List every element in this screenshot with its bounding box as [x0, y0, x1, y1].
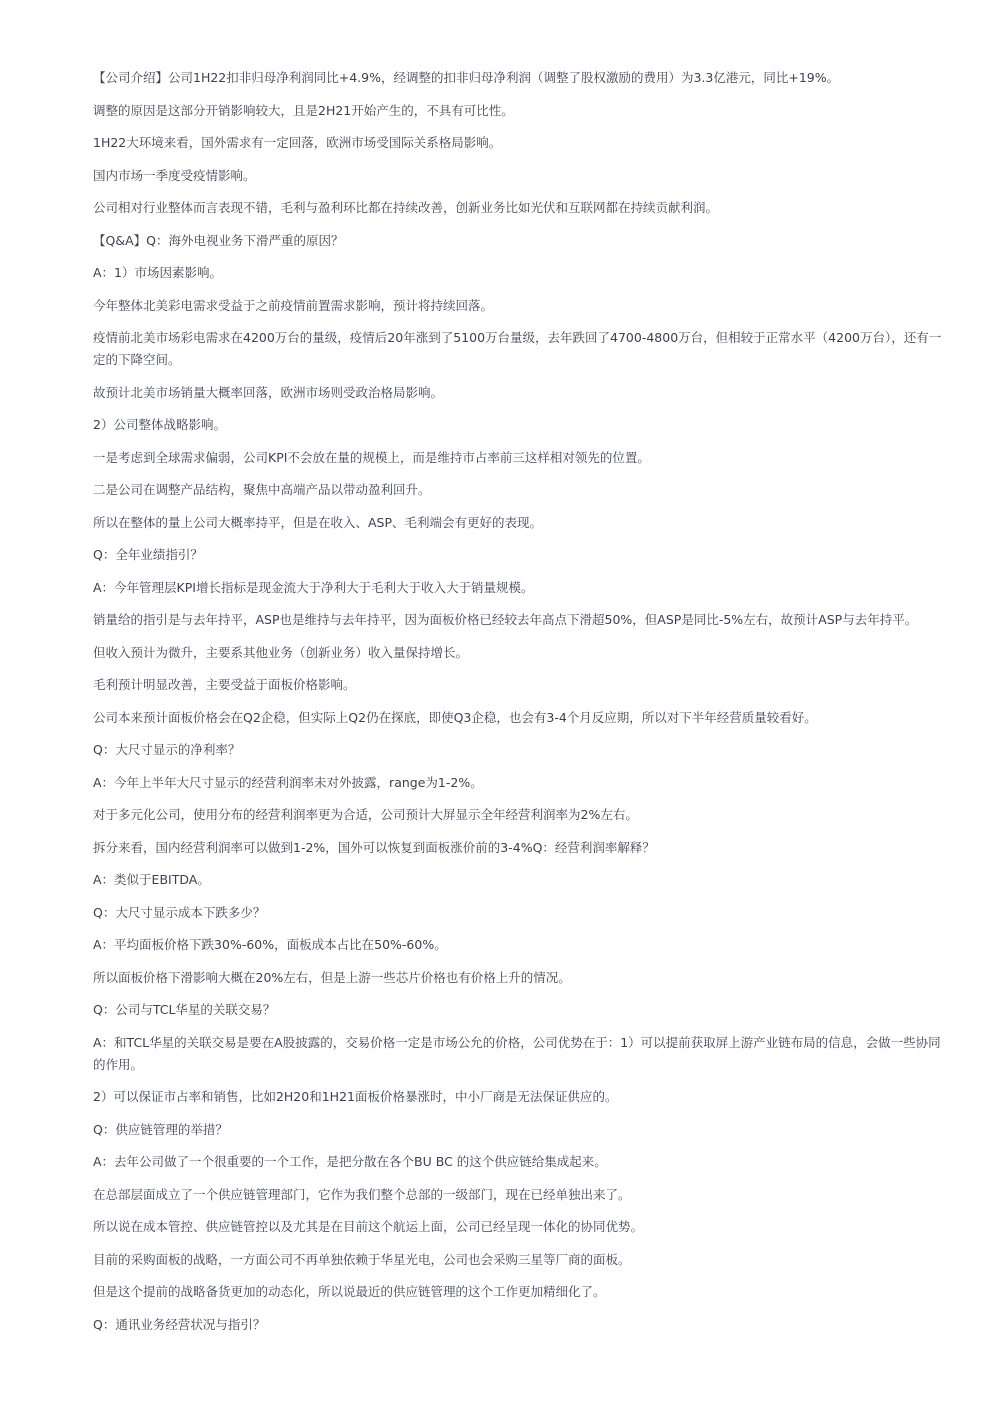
paragraph: 2）公司整体战略影响。 — [93, 417, 226, 432]
paragraph: 毛利预计明显改善，主要受益于面板价格影响。 — [93, 677, 356, 692]
paragraph-qa-heading: 【Q&A】Q：海外电视业务下滑严重的原因？ — [93, 232, 344, 248]
paragraph: A：1）市场因素影响。 — [93, 265, 223, 280]
paragraph-question: Q：供应链管理的举措？ — [93, 1121, 228, 1137]
paragraph: 今年整体北美彩电需求受益于之前疫情前置需求影响，预计将持续回落。 — [93, 297, 494, 313]
paragraph-question: Q：通讯业务经营状况与指引？ — [93, 1316, 266, 1332]
paragraph: A：平均面板价格下跌30%-60%，面板成本占比在50%-60%。 — [93, 937, 447, 952]
paragraph: 在总部层面成立了一个供应链管理部门，它作为我们整个总部的一级部门，现在已经单独出来了。 — [93, 1186, 631, 1202]
paragraph-question: Q：公司与TCL华星的关联交易？ — [93, 1002, 276, 1017]
paragraph-question: Q：大尺寸显示成本下跌多少？ — [93, 904, 266, 920]
paragraph: 故预计北美市场销量大概率回落，欧洲市场则受政治格局影响。 — [93, 384, 444, 400]
paragraph-question: Q：全年业绩指引？ — [93, 547, 203, 562]
paragraph: A：今年管理层KPI增长指标是现金流大于净利大于毛利大于收入大于销量规模。 — [93, 579, 534, 595]
paragraph: 2）可以保证市占率和销售，比如2H20和1H21面板价格暴涨时，中小厂商是无法保证供应的。 — [93, 1089, 618, 1104]
paragraph: 二是公司在调整产品结构，聚焦中高端产品以带动盈利回升。 — [93, 482, 431, 497]
paragraph: 拆分来看，国内经营利润率可以做到1-2%，国外可以恢复到面板涨价前的3-4%Q：经营利润率解释？ — [93, 839, 655, 855]
paragraph: 所以说在成本管控、供应链管控以及尤其是在目前这个航运上面，公司已经呈现一体化的协同优势。 — [93, 1219, 644, 1234]
paragraph-question: Q：大尺寸显示的净利率？ — [93, 742, 241, 757]
paragraph: 对于多元化公司，使用分布的经营利润率更为合适，公司预计大屏显示全年经营利润率为2%左右。 — [93, 807, 638, 822]
paragraph: 公司本来预计面板价格会在Q2企稳，但实际上Q2仍在探底，即使Q3企稳，也会有3-4个月反应期，所以对下半年经营质量较看好。 — [93, 709, 817, 725]
paragraph: 1H22大环境来看，国外需求有一定回落，欧洲市场受国际关系格局影响。 — [93, 135, 502, 150]
paragraph: A：今年上半年大尺寸显示的经营利润率未对外披露，range为1-2%。 — [93, 774, 483, 790]
paragraph: 一是考虑到全球需求偏弱，公司KPI不会放在量的规模上，而是维持市占率前三这样相对领先的位置。 — [93, 449, 650, 465]
document-body — [93, 67, 945, 1346]
paragraph: A：类似于EBITDA。 — [93, 872, 210, 887]
paragraph: 但是这个提前的战略备货更加的动态化，所以说最近的供应链管理的这个工作更加精细化了。 — [93, 1284, 606, 1299]
paragraph: 公司相对行业整体而言表现不错，毛利与盈利环比都在持续改善，创新业务比如光伏和互联网都在持续贡献利润。 — [93, 200, 719, 215]
paragraph: 国内市场一季度受疫情影响。 — [93, 167, 256, 183]
paragraph: 目前的采购面板的战略，一方面公司不再单独依赖于华星光电，公司也会采购三星等厂商的面板。 — [93, 1251, 631, 1267]
paragraph: A：和TCL华星的关联交易是要在A股披露的，交易价格一定是市场公允的价格，公司优势在于：1）可以提前获取屏上游产业链布局的信息，会做一些协同的作用。 — [93, 1034, 941, 1072]
paragraph: 调整的原因是这部分开销影响较大，且是2H21开始产生的，不具有可比性。 — [93, 102, 514, 118]
paragraph-company-intro: 【公司介绍】公司1H22扣非归母净利润同比+4.9%，经调整的扣非归母净利润（调整了股权激励的费用）为3.3亿港元，同比+19%。 — [93, 70, 840, 85]
paragraph: 所以在整体的量上公司大概率持平，但是在收入、ASP、毛利端会有更好的表现。 — [93, 514, 543, 530]
paragraph: 销量给的指引是与去年持平，ASP也是维持与去年持平，因为面板价格已经较去年高点下滑超50%，但ASP是同比-5%左右，故预计ASP与去年持平。 — [93, 612, 918, 627]
paragraph: 但收入预计为微升，主要系其他业务（创新业务）收入量保持增长。 — [93, 644, 469, 660]
paragraph: 所以面板价格下滑影响大概在20%左右，但是上游一些芯片价格也有价格上升的情况。 — [93, 969, 571, 985]
paragraph: 疫情前北美市场彩电需求在4200万台的量级，疫情后20年涨到了5100万台量级，去年跌回了4700-4800万台，但相较于正常水平（4200万台），还有一定的下降空间。 — [93, 330, 942, 367]
paragraph: A：去年公司做了一个很重要的一个工作，是把分散在各个BU BC 的这个供应链给集成起来。 — [93, 1154, 607, 1169]
